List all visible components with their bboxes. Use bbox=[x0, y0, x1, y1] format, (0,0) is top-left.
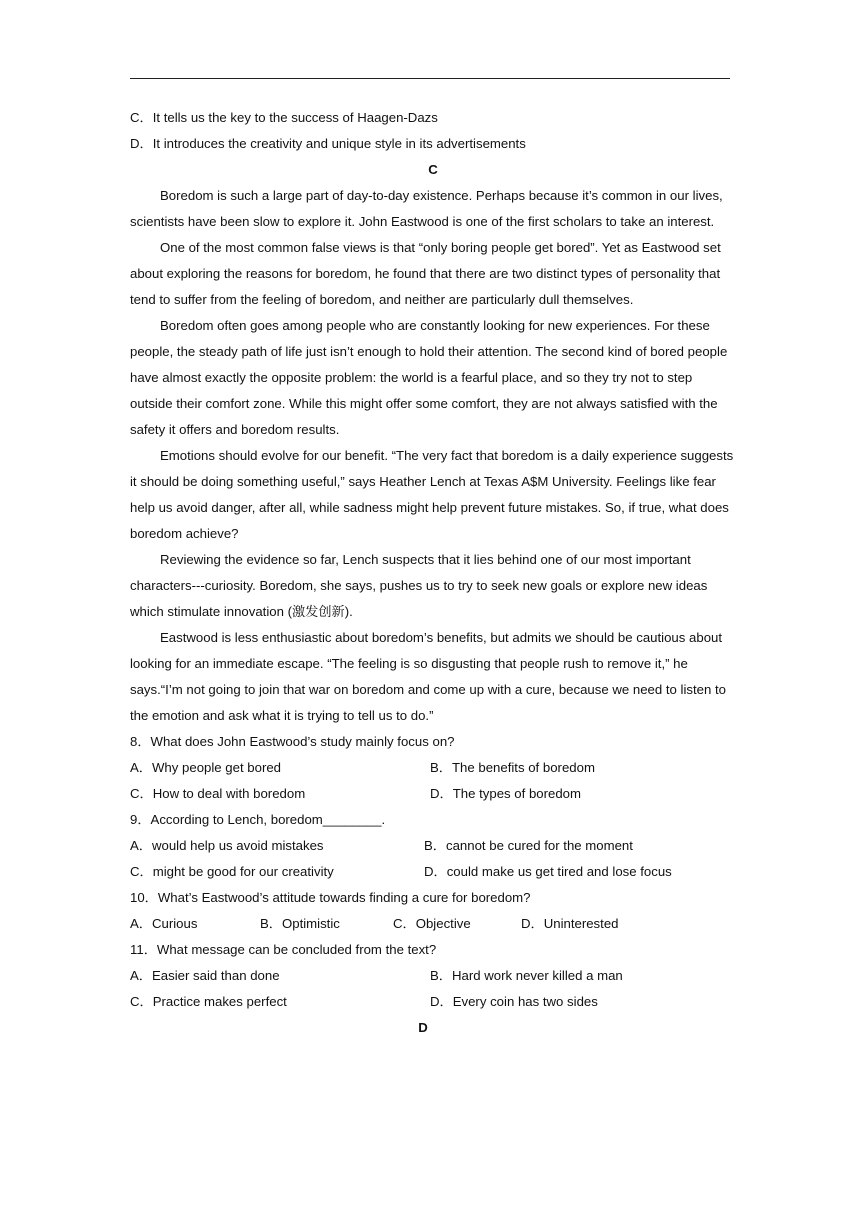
page-content bbox=[130, 105, 736, 1041]
question-9-stem: 9．According to Lench, boredom________. bbox=[130, 812, 386, 827]
question-8-option-d: D．The types of boredom bbox=[430, 786, 581, 801]
question-11-options-row-1 bbox=[130, 963, 736, 989]
paragraph-4: Emotions should evolve for our benefit. “The very fact that boredom is a daily experience suggests it should be doing something useful,” says Heather Lench at Texas A$M University. Feelings like fear help us avoid danger, after all, while sadness might help prevent future mistakes. So, if true, what does boredom achieve? bbox=[130, 448, 734, 541]
question-10-options bbox=[130, 911, 736, 937]
paragraph-3: Boredom often goes among people who are constantly looking for new experiences. For these people, the steady path of life just isn’t enough to hold their attention. The second kind of bored people have almost exactly the opposite problem: the world is a fearful place, and so they try not to step outside their comfort zone. While this might offer some comfort, they are not always satisfied with the safety it offers and boredom results. bbox=[130, 318, 728, 437]
question-9-option-b: B．cannot be cured for the moment bbox=[424, 838, 633, 853]
question-8-options-row-2 bbox=[130, 781, 736, 807]
question-11-option-b: B．Hard work never killed a man bbox=[430, 968, 623, 983]
question-9-option-c: C．might be good for our creativity bbox=[130, 864, 334, 879]
question-10-stem: 10．What’s Eastwood’s attitude towards finding a cure for boredom? bbox=[130, 890, 531, 905]
paragraph-5: Reviewing the evidence so far, Lench suspects that it lies behind one of our most important characters---curiosity. Boredom, she says, pushes us to try to seek new goals or explore new ideas which stimulate innovation (激发创新). bbox=[130, 552, 708, 619]
question-9-option-d: D．could make us get tired and lose focus bbox=[424, 864, 672, 879]
question-9-option-a: A．would help us avoid mistakes bbox=[130, 838, 324, 853]
question-10-option-a: A．Curious bbox=[130, 916, 198, 931]
option-d-prev: D．It introduces the creativity and unique style in its advertisements bbox=[130, 136, 526, 151]
option-c-prev: C．It tells us the key to the success of Haagen-Dazs bbox=[130, 110, 438, 125]
paragraph-6: Eastwood is less enthusiastic about boredom’s benefits, but admits we should be cautious about looking for an immediate escape. “The feeling is so disgusting that people rush to remove it,” he says.“I’m not going to join that war on boredom and come up with a cure, because we need to listen to the emotion and ask what it is trying to tell us to do.” bbox=[130, 630, 726, 723]
question-11-option-c: C．Practice makes perfect bbox=[130, 994, 287, 1009]
header-rule bbox=[130, 78, 730, 79]
section-d-heading: D bbox=[418, 1020, 428, 1035]
question-8-option-b: B．The benefits of boredom bbox=[430, 760, 595, 775]
question-9-options-row-2 bbox=[130, 859, 736, 885]
question-8-option-c: C．How to deal with boredom bbox=[130, 786, 306, 801]
question-8-stem: 8．What does John Eastwood’s study mainly focus on? bbox=[130, 734, 455, 749]
question-11-options-row-2 bbox=[130, 989, 736, 1015]
question-10-option-b: B．Optimistic bbox=[260, 916, 340, 931]
question-10-option-d: D．Uninterested bbox=[521, 916, 619, 931]
question-11-option-d: D．Every coin has two sides bbox=[430, 994, 598, 1009]
question-11-stem: 11．What message can be concluded from the text? bbox=[130, 942, 437, 957]
question-8-options-row-1 bbox=[130, 755, 736, 781]
question-10-option-c: C．Objective bbox=[393, 916, 471, 931]
section-c-heading: C bbox=[428, 162, 438, 177]
question-9-options-row-1 bbox=[130, 833, 736, 859]
paragraph-1: Boredom is such a large part of day-to-day existence. Perhaps because it’s common in our lives, scientists have been slow to explore it. John Eastwood is one of the first scholars to take an interest. bbox=[130, 188, 723, 229]
question-11-option-a: A．Easier said than done bbox=[130, 968, 280, 983]
paragraph-2: One of the most common false views is that “only boring people get bored”. Yet as Eastwood set about exploring the reasons for boredom, he found that there are two distinct types of personality that tend to suffer from the feeling of boredom, and neither are particularly dull themselves. bbox=[130, 240, 721, 307]
question-8-option-a: A．Why people get bored bbox=[130, 760, 282, 775]
